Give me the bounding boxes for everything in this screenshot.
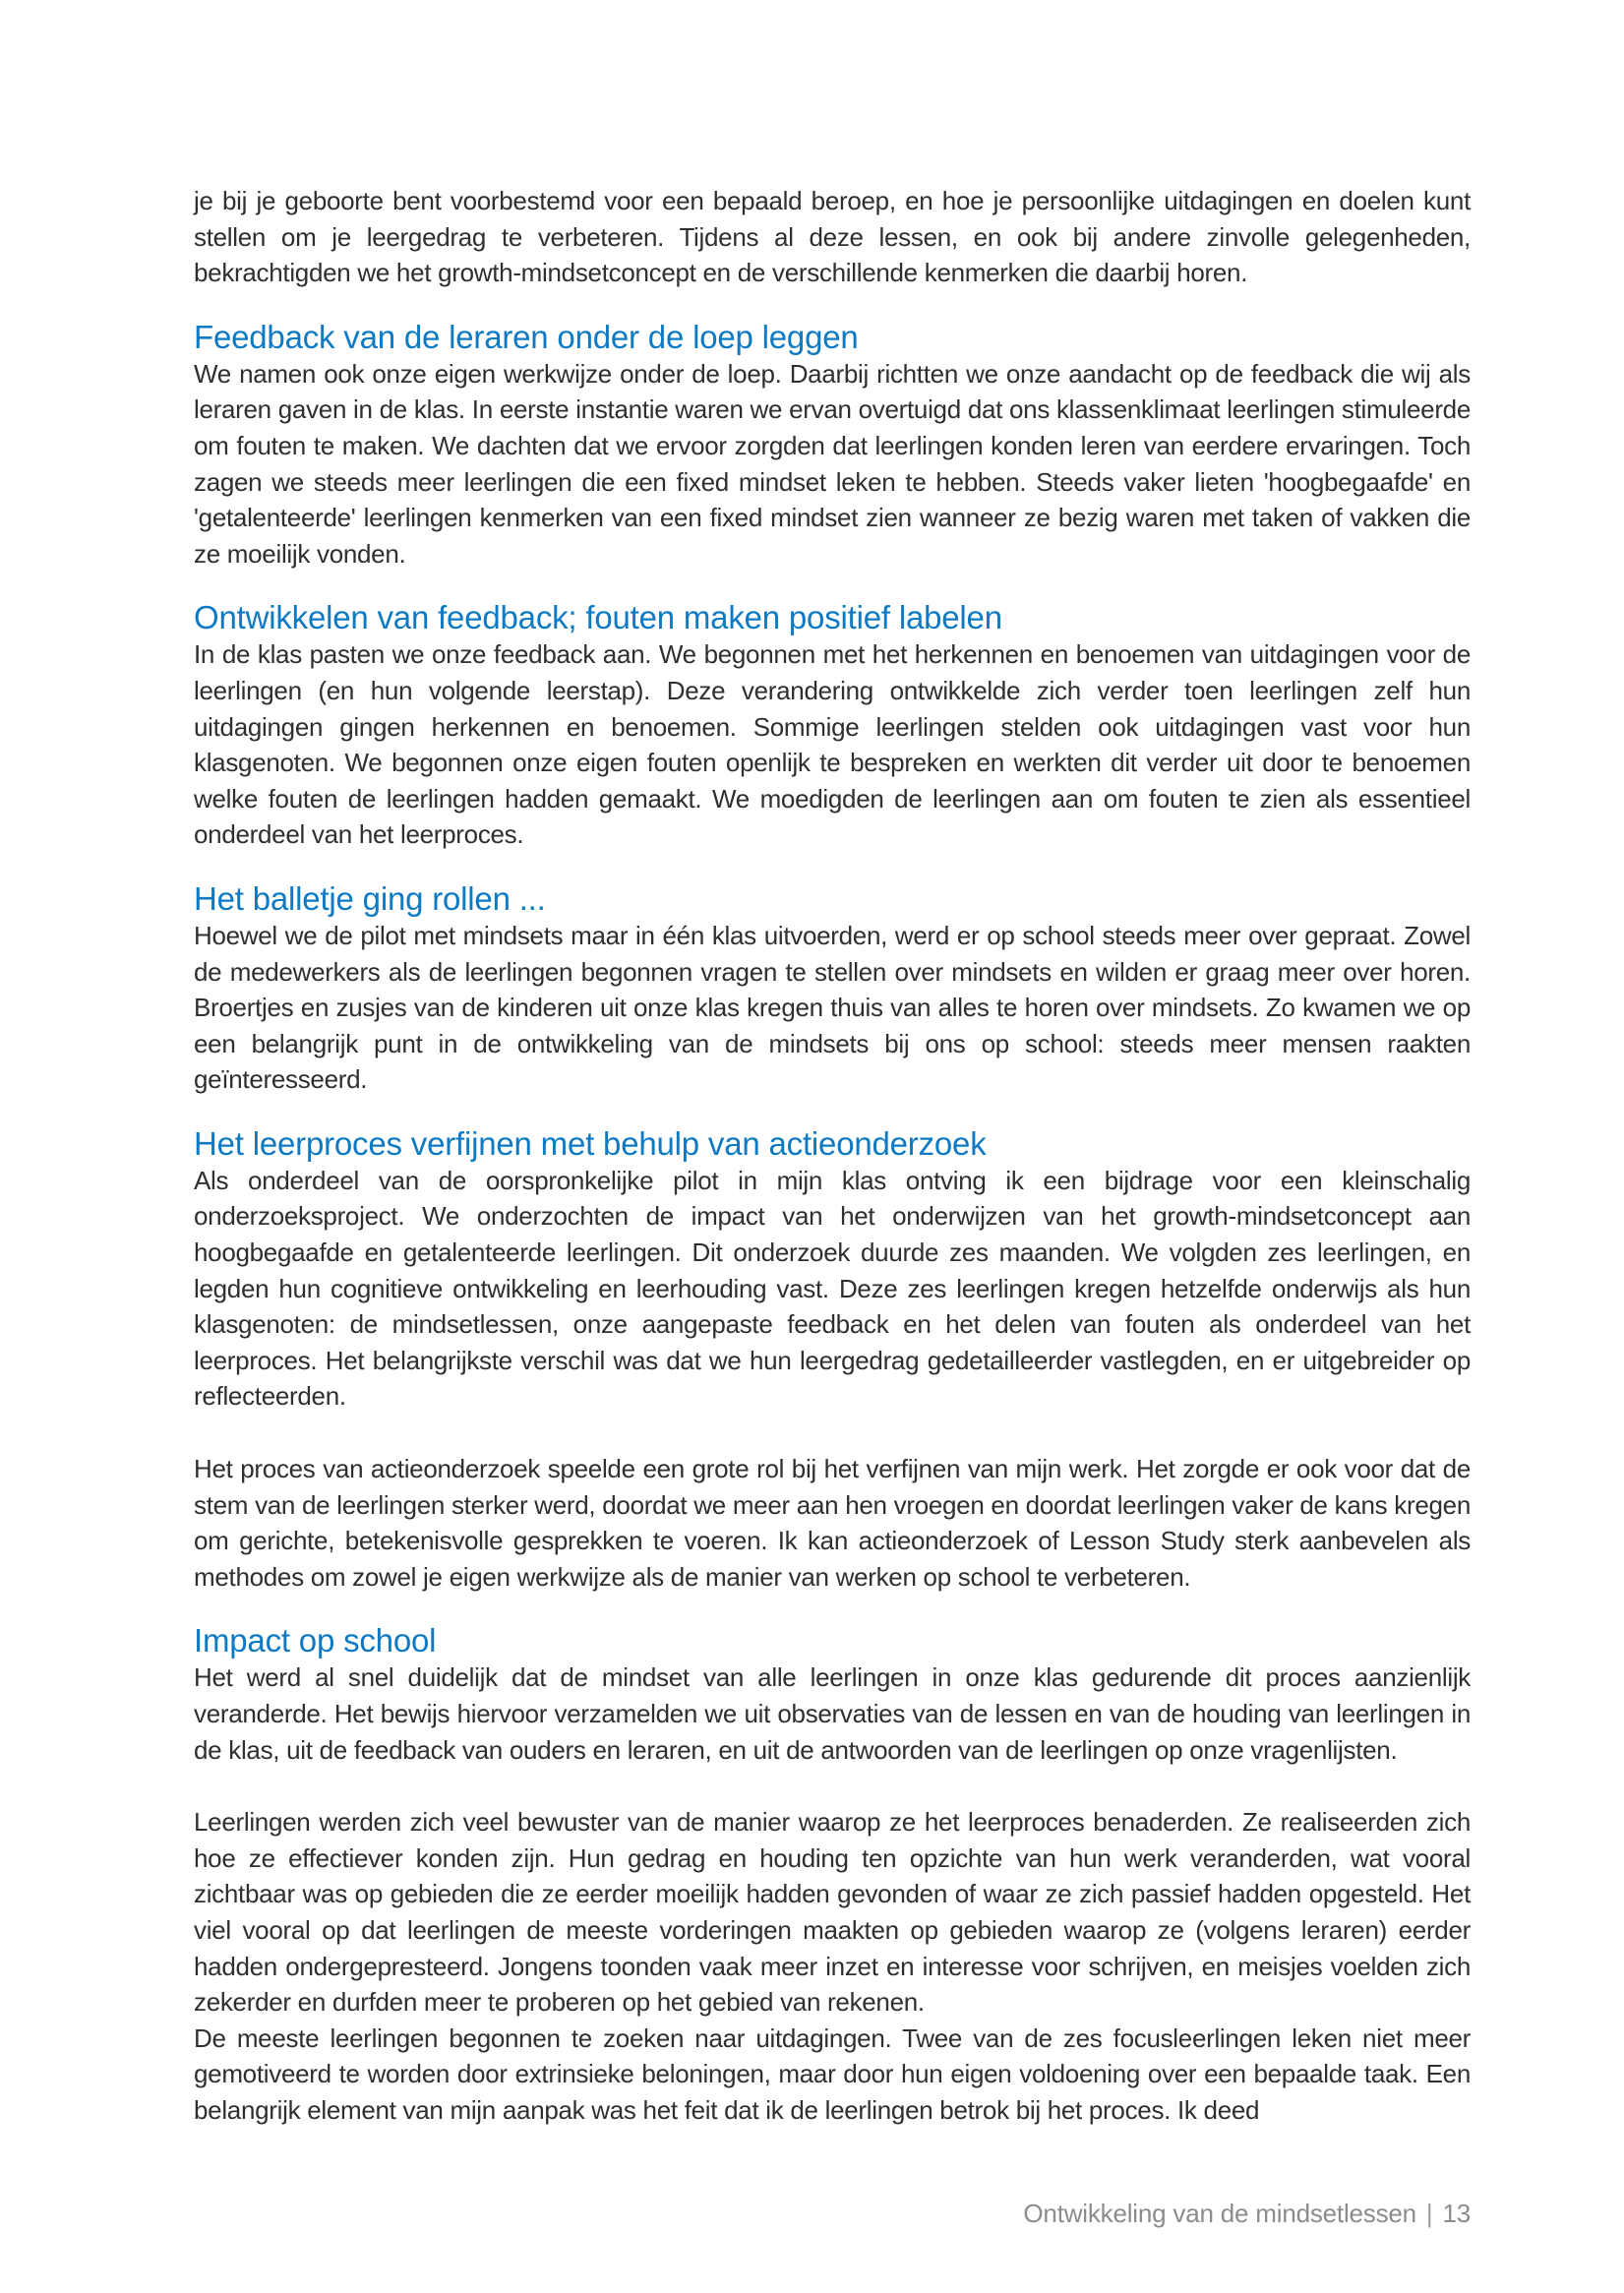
body-paragraph: In de klas pasten we onze feedback aan. We begonnen met het herkennen en benoemen van uitdagingen voor de leerlingen (en hun volgende leerstap). Deze verandering ontwikkelde zich verder toen leerlingen zelf hun uitdagingen gingen herkennen en benoemen. Sommige leerlingen stelden ook uitdagingen vast voor hun klasgenoten. We begonnen onze eigen fouten openlijk te bespreken en werkten dit verder uit door te benoemen welke fouten de leerlingen hadden gemaakt. We moedigden de leerlingen aan om fouten te zien als essentieel onderdeel van het leerproces. bbox=[194, 639, 1471, 850]
body-paragraph: Het proces van actieonderzoek speelde een grote rol bij het verfijnen van mijn werk. Het zorgde er ook voor dat de stem van de leerlingen sterker werd, doordat we meer aan hen vroegen en doordat leerlingen vaker de kans kregen om gerichte, betekenisvolle gesprekken te voeren. Ik kan actieonderzoek of Lesson Study sterk aanbevelen als methodes om zowel je eigen werkwijze als de manier van werken op school te verbeteren. bbox=[194, 1454, 1471, 1592]
body-paragraph: Als onderdeel van de oorspronkelijke pilot in mijn klas ontving ik een bijdrage voor een kleinschalig onderzoeksproject. We onderzochten de impact van het onderwijzen van het growth-mindsetconcept aan hoogbegaafde en getalenteerde leerlingen. Dit onderzoek duurde zes maanden. We volgden zes leerlingen, en legden hun cognitieve ontwikkeling en leerhouding vast. Deze zes leerlingen kregen hetzelfde onderwijs als hun klasgenoten: de mindsetlessen, onze aangepaste feedback en het delen van fouten als onderdeel van het leerproces. Het belangrijkste verschil was dat we hun leergedrag gedetailleerder vastlegden, en er uitgebreider op reflecteerden. bbox=[194, 1165, 1471, 1412]
body-paragraph: De meeste leerlingen begonnen te zoeken naar uitdagingen. Twee van de zes focusleerlingen leken niet meer gemotiveerd te worden door extrinsieke beloningen, maar door hun eigen voldoening over een bepaalde taak. Een belangrijk element van mijn aanpak was het feit dat ik de leerlingen betrok bij het proces. Ik deed bbox=[194, 2022, 1471, 2125]
footer-page-number: 13 bbox=[1442, 2199, 1471, 2228]
page-footer bbox=[194, 2197, 1471, 2230]
body-paragraph: We namen ook onze eigen werkwijze onder de loep. Daarbij richtten we onze aandacht op de feedback die wij als leraren gaven in de klas. In eerste instantie waren we ervan overtuigd dat ons klassenklimaat leerlingen stimuleerde om fouten te maken. We dachten dat we ervoor zorgden dat leerlingen konden leren van eerdere ervaringen. Toch zagen we steeds meer leerlingen die een fixed mindset leken te hebben. Steeds vaker lieten 'hoogbegaafde' en 'getalenteerde' leerlingen kenmerken van een fixed mindset zien wanneer ze bezig waren met taken of vakken die ze moeilijk vonden. bbox=[194, 358, 1471, 569]
page-content bbox=[194, 183, 1471, 2129]
section-heading: Ontwikkelen van feedback; fouten maken positief labelen bbox=[194, 599, 1002, 636]
section-heading: Het balletje ging rollen ... bbox=[194, 879, 546, 917]
section-heading: Feedback van de leraren onder de loep leggen bbox=[194, 318, 859, 355]
body-paragraph: Hoewel we de pilot met mindsets maar in één klas uitvoerden, werd er op school steeds meer over gepraat. Zowel de medewerkers als de leerlingen begonnen vragen te stellen over mindsets en wilden er graag meer over horen. Broertjes en zusjes van de kinderen uit onze klas kregen thuis van alles te horen over mindsets. Zo kwamen we op een belangrijk punt in de ontwikkeling van de mindsets bij ons op school: steeds meer mensen raakten geïnteresseerd. bbox=[194, 920, 1471, 1095]
body-paragraph: je bij je geboorte bent voorbestemd voor een bepaald beroep, en hoe je persoonlijke uitdagingen en doelen kunt stellen om je leergedrag te verbeteren. Tijdens al deze lessen, en ook bij andere zinvolle gelegenheden, bekrachtigden we het growth-mindsetconcept en de verschillende kenmerken die daarbij horen. bbox=[194, 186, 1471, 288]
footer-separator: | bbox=[1425, 2199, 1433, 2228]
footer-section-title: Ontwikkeling van de mindsetlessen bbox=[1023, 2199, 1416, 2228]
section-heading: Het leerproces verfijnen met behulp van actieonderzoek bbox=[194, 1124, 987, 1162]
section-heading: Impact op school bbox=[194, 1622, 437, 1659]
body-paragraph: Leerlingen werden zich veel bewuster van de manier waarop ze het leerproces benaderden. Ze realiseerden zich hoe ze effectiever konden zijn. Hun gedrag en houding ten opzichte van hun werk veranderden, wat vooral zichtbaar was op gebieden die ze eerder moeilijk hadden gevonden of waar ze zich passief hadden opgesteld. Het viel vooral op dat leerlingen de meeste vorderingen maakten op gebieden waarop ze (volgens leraren) eerder hadden ondergepresteerd. Jongens toonden vaak meer inzet en interesse voor schrijven, en meisjes voelden zich zekerder en durfden meer te proberen op het gebied van rekenen. bbox=[194, 1807, 1471, 2018]
body-paragraph: Het werd al snel duidelijk dat de mindset van alle leerlingen in onze klas gedurende dit proces aanzienlijk veranderde. Het bewijs hiervoor verzamelden we uit observaties van de lessen en van de houding van leerlingen in de klas, uit de feedback van ouders en leraren, en uit de antwoorden van de leerlingen op onze vragenlijsten. bbox=[194, 1662, 1471, 1765]
